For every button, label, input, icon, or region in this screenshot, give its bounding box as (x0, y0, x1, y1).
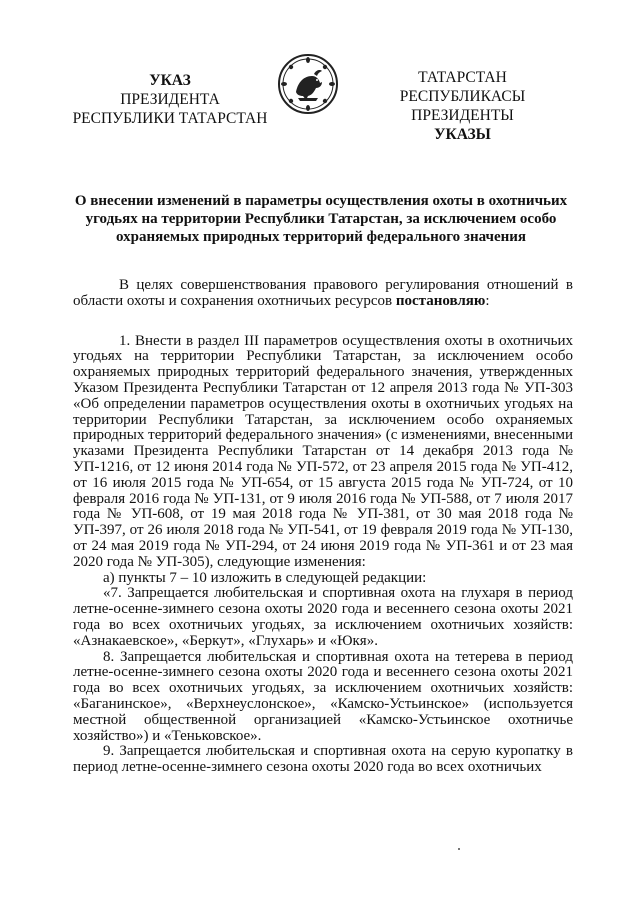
paragraph-item-9: 9. Запрещается любительская и спортивная охота на серую куропатку в период летне-осенне-зимнего сезона охоты 2020 года во всех охотничьих (73, 743, 573, 776)
header-left-line-3: РЕСПУБЛИКИ ТАТАРСТАН (72, 110, 268, 127)
issuer-header-russian (70, 71, 270, 128)
header-right-line-2: ПРЕЗИДЕНТЫ (411, 107, 514, 124)
decree-body (73, 278, 573, 776)
preamble-text: В целях совершенствования правового регулирования отношений в области охоты и сохранения охотничьих ресурсов (73, 277, 573, 309)
decree-title: О внесении изменений в параметры осуществления охоты в охотничьих угодьях на территории Республики Татарстан, за исключением особо охраняемых природных территорий федерального значения (74, 193, 568, 245)
header-left-line-1: УКАЗ (149, 72, 191, 89)
header-right-line-3: УКАЗЫ (434, 126, 491, 143)
paragraph-item-8: 8. Запрещается любительская и спортивная охота на тетерева в период летне-осенне-зимнего сезона охоты 2020 года и весеннего сезона охоты 2021 года во всех охотничьих угодьях, за исключением охотничьих хозяйств: «Баганинское», «Верхнеуслонское», «Камско-Устьинское» (используется местной общественной организацией «Камско-Устьинское охотничье хозяйство») и «Теньковское». (73, 648, 573, 744)
coat-of-arms-icon (276, 52, 340, 116)
preamble (73, 278, 573, 310)
scan-speck (458, 848, 460, 850)
paragraph-item-7: «7. Запрещается любительская и спортивная охота на глухаря в период летне-осенне-зимнего сезона охоты 2020 года и весеннего сезона охоты 2021 года во всех охотничьих угодьях, за исключением охотничьих хозяйств: «Азнакаевское», «Беркут», «Глухарь» и «Юкя». (73, 585, 573, 649)
issuer-header-tatar (355, 68, 570, 144)
preamble-emphasis: постановляю (395, 292, 486, 309)
header-left-line-2: ПРЕЗИДЕНТА (120, 91, 220, 108)
header-right-line-1: ТАТАРСТАН РЕСПУБЛИКАСЫ (399, 69, 526, 105)
paragraph-subitem-a: а) пункты 7 – 10 изложить в следующей редакции: (103, 569, 427, 586)
paragraph-1: 1. Внести в раздел III параметров осуществления охоты в охотничьих угодьях на территории Республики Татарстан, за исключением особо охраняемых природных территорий федерального значения, утвержденных Указом Президента Республики Татарстан от 12 апреля 2013 года № УП-303 «Об определении параметров осуществления охоты в охотничьих угодьях на территории Республики Татарстан, за исключением особо охраняемых природных территорий федерального значения» (с изменениями, внесенными указами Президента Республики Татарстан от 14 декабря 2013 года № УП-1216, от 12 июня 2014 года № УП-572, от 23 апреля 2015 года № УП-412, от 16 июля 2015 года № УП-654, от 15 августа 2015 года № УП-724, от 10 февраля 2016 года № УП-131, от 9 июля 2016 года № УП-588, от 7 июля 2017 года № УП-608, от 19 мая 2018 года № УП-381, от 30 мая 2018 года № УП-397, от 26 июля 2018 года № УП-541, от 19 февраля 2019 года № УП-130, от 24 мая 2019 года № УП-294, от 24 июня 2019 года № УП-361 и от 23 мая 2020 года № УП-305), следующие изменения: (73, 332, 573, 570)
preamble-end: : (485, 292, 490, 309)
